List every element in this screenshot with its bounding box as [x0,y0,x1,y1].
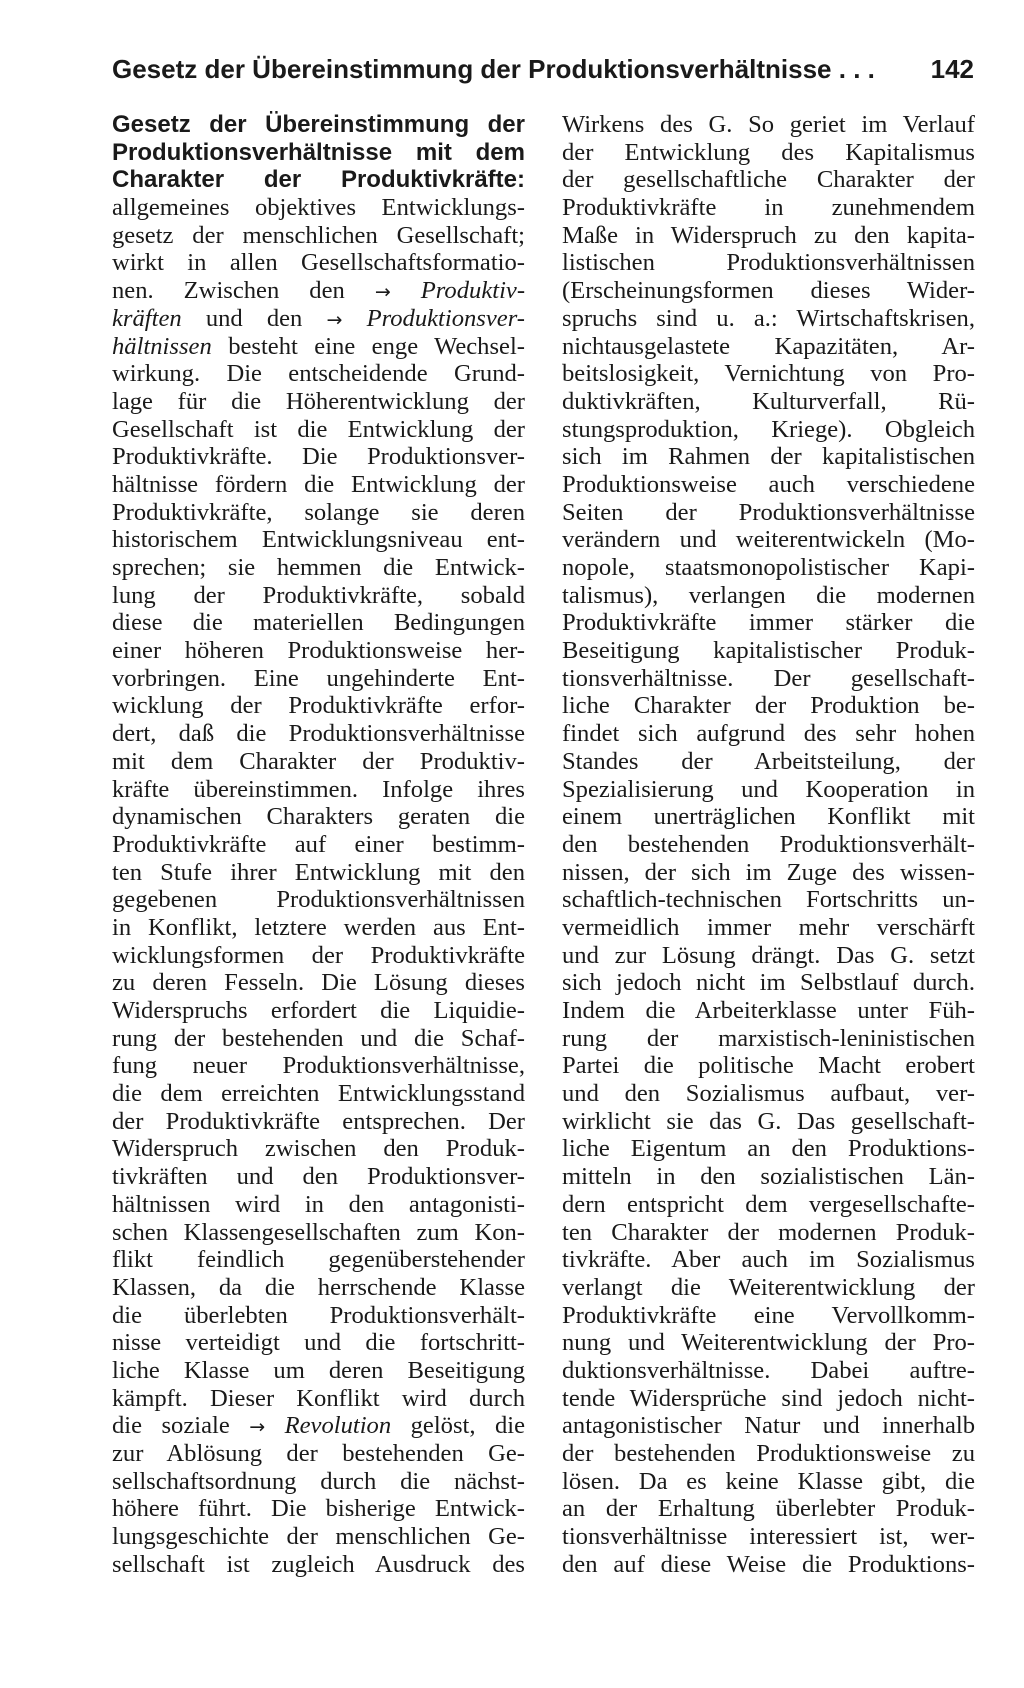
text-line: Produktivkräfte in zunehmendem [562,194,975,222]
cross-reference-produktivkraefte[interactable]: Produktiv- [420,277,525,305]
text-line: sprechen; sie hemmen die Entwick- [112,554,525,581]
text-line: Produktivkräfte eine Vervollkomm- [562,1301,975,1329]
text-line: talismus), verlangen die modernen [562,581,975,609]
text-line: duktivkräften, Kulturverfall, Rü- [562,387,975,415]
text-line: nichtausgelastete Kapazitäten, Ar- [562,332,975,360]
text-line: flikt feindlich gegenüberstehender [112,1246,525,1274]
text-line [112,1412,525,1440]
text-line: nisse verteidigt und die fortschritt- [112,1329,525,1357]
text-line: der bestehenden Produktionsweise zu [562,1440,975,1467]
text-line: fung neuer Produktionsverhältnisse, [112,1052,525,1080]
text-line: einem unerträglichen Konflikt mit [562,803,975,831]
headword-line: Charakter der Produktivkräfte: [112,166,525,194]
text-line: Produktivkräfte auf einer bestimm- [112,830,525,858]
text-line: wirklicht sie das G. Das gesellschaft- [562,1107,975,1135]
text-line: den auf diese Weise die Produktions- [562,1550,975,1578]
text-line: duktionsverhältnisse. Dabei auftre- [562,1356,975,1384]
text-line: der Produktivkräfte entsprechen. Der [112,1107,525,1135]
text-line: Standes der Arbeitsteilung, der [562,747,975,775]
text-line: tionsverhältnisse interessiert ist, wer- [562,1523,975,1551]
text-line: dern entspricht dem vergesellschafte- [562,1190,975,1218]
text-line: dert, daß die Produktionsverhältnisse [112,720,525,748]
text-fragment: besteht eine enge Wechsel- [228,332,525,360]
text-line: zu deren Fesseln. Die Lösung dieses [112,969,525,997]
text-line: Seiten der Produktionsverhältnisse [562,498,975,526]
text-line: wirkt in allen Gesellschaftsformatio- [112,249,525,277]
text-line: der Entwicklung des Kapitalismus [562,138,975,166]
running-title: Gesetz der Übereinstimmung der Produktionsverhältnisse . . . [112,54,875,84]
text-line: historischem Entwicklungsniveau ent- [112,526,525,554]
text-line: lung der Produktivkräfte, sobald [112,581,525,609]
text-line: sich im Rahmen der kapitalistischen [562,443,975,471]
text-line: Partei die politische Macht erobert [562,1052,975,1080]
text-line: nung und Weiterentwicklung der Pro- [562,1329,975,1357]
text-line: dynamischen Charakters geraten die [112,803,525,831]
text-line: Spezialisierung und Kooperation in [562,775,975,803]
text-line: rung der marxistisch-leninistischen [562,1024,975,1052]
text-line [112,333,525,361]
text-line: tionsverhältnisse. Der gesellschaft- [562,664,975,692]
headword-line: Produktionsverhältnisse mit dem [112,138,525,166]
cross-reference-produktionsverhaeltnisse[interactable]: Produktionsver- [366,304,525,332]
text-line: listischen Produktionsverhältnissen [562,249,975,277]
text-fragment: gelöst, die [410,1412,525,1440]
text-line: liche Eigentum an den Produktions- [562,1135,975,1163]
text-line: Produktivkräfte. Die Produktionsver- [112,443,525,471]
text-line: wicklung der Produktivkräfte erfor- [112,692,525,720]
text-line: vorbringen. Eine ungehinderte Ent- [112,664,525,692]
cross-reference-arrow-icon: → [374,281,391,304]
text-line: Maße in Widerspruch zu den kapita- [562,221,975,249]
text-line: diese die materiellen Bedingungen [112,609,525,637]
text-line: Gesellschaft ist die Entwicklung der [112,415,525,443]
text-line: liche Charakter der Produktion be- [562,692,975,720]
right-column [562,111,975,1578]
page-number: 142 [930,54,974,84]
text-line: wirkung. Die entscheidende Grund- [112,360,525,388]
text-line: hältnisse fördern die Entwicklung der [112,470,525,498]
text-line: Wirkens des G. So geriet im Verlauf [562,111,975,138]
text-line: allgemeines objektives Entwicklungs- [112,194,525,222]
text-line: und zur Lösung drängt. Das G. setzt [562,941,975,969]
text-line: gegebenen Produktionsverhältnissen [112,886,525,914]
text-line: Indem die Arbeiterklasse unter Füh- [562,997,975,1024]
text-line: Produktionsweise auch verschiedene [562,470,975,498]
text-line: ten Stufe ihrer Entwicklung mit den [112,858,525,886]
cross-reference-revolution[interactable]: Revolution [284,1412,392,1440]
text-line: höhere führt. Die bisherige Entwick- [112,1495,525,1523]
text-line: die überlebten Produktionsverhält- [112,1301,525,1329]
text-line: schen Klassengesellschaften zum Kon- [112,1218,525,1246]
cross-reference-arrow-icon: → [249,1416,266,1439]
text-line: sich jedoch nicht im Selbstlauf durch. [562,969,975,997]
text-line: stungsproduktion, Kriege). Obgleich [562,415,975,443]
text-line: Beseitigung kapitalistischer Produk- [562,637,975,665]
text-fragment: nen. Zwischen den [112,277,345,305]
text-line: den bestehenden Produktionsverhält- [562,830,975,858]
text-line: lungsgeschichte der menschlichen Ge- [112,1523,525,1551]
text-line: wicklungsformen der Produktivkräfte [112,941,525,969]
text-line: vermeidlich immer mehr verschärft [562,913,975,941]
text-line: nissen, der sich im Zuge des wissen- [562,858,975,886]
text-line: tivkräfte. Aber auch im Sozialismus [562,1246,975,1274]
text-line: mit dem Charakter der Produktiv- [112,747,525,775]
text-line: liche Klasse um deren Beseitigung [112,1356,525,1384]
headword-line: Gesetz der Übereinstimmung der [112,111,525,138]
text-line: an der Erhaltung überlebter Produk- [562,1495,975,1523]
text-line: antagonistischer Natur und innerhalb [562,1412,975,1440]
text-line: (Erscheinungsformen dieses Wider- [562,277,975,305]
text-line: ten Charakter der modernen Produk- [562,1218,975,1246]
text-line: tivkräften und den Produktionsver- [112,1163,525,1191]
text-line: zur Ablösung der bestehenden Ge- [112,1440,525,1467]
text-line: spruchs sind u. a.: Wirtschaftskrisen, [562,304,975,332]
text-line [112,305,525,333]
text-line [112,277,525,305]
text-line: Widerspruch zwischen den Produk- [112,1135,525,1163]
text-line: sellschaft ist zugleich Ausdruck des [112,1550,525,1578]
cross-reference-produktionsverhaeltnisse[interactable]: hältnissen [112,332,212,360]
text-line: Widerspruchs erfordert die Liquidie- [112,997,525,1024]
text-line: nopole, staatsmonopolistischer Kapi- [562,554,975,581]
text-line: Produktivkräfte immer stärker die [562,609,975,637]
text-line: beitslosigkeit, Vernichtung von Pro- [562,360,975,388]
text-line: rung der bestehenden und die Schaf- [112,1024,525,1052]
left-column [112,111,525,1578]
text-line: sellschaftsordnung durch die nächst- [112,1467,525,1495]
text-line: die dem erreichten Entwicklungsstand [112,1080,525,1108]
text-line: kämpft. Dieser Konflikt wird durch [112,1384,525,1412]
text-line: lösen. Da es keine Klasse gibt, die [562,1467,975,1495]
text-fragment: und den [205,304,303,332]
text-line: verlangt die Weiterentwicklung der [562,1273,975,1301]
text-line: der gesellschaftliche Charakter der [562,166,975,194]
text-line: findet sich aufgrund des sehr hohen [562,720,975,748]
text-line: einer höheren Produktionsweise her- [112,637,525,665]
text-line: schaftlich-technischen Fortschritts un- [562,886,975,914]
text-line: mitteln in den sozialistischen Län- [562,1163,975,1191]
text-fragment: die soziale [112,1412,230,1440]
text-line: verändern und weiterentwickeln (Mo- [562,526,975,554]
text-line: Klassen, da die herrschende Klasse [112,1273,525,1301]
text-line: kräfte übereinstimmen. Infolge ihres [112,775,525,803]
text-line: lage für die Höherentwicklung der [112,387,525,415]
text-line: hältnissen wird in den antagonisti- [112,1190,525,1218]
cross-reference-arrow-icon: → [326,308,343,331]
text-line: in Konflikt, letztere werden aus Ent- [112,913,525,941]
text-line: gesetz der menschlichen Gesellschaft; [112,221,525,249]
text-line: Produktivkräfte, solange sie deren [112,498,525,526]
cross-reference-produktivkraefte[interactable]: kräften [112,304,182,332]
text-line: und den Sozialismus aufbaut, ver- [562,1080,975,1108]
text-line: tende Widersprüche sind jedoch nicht- [562,1384,975,1412]
